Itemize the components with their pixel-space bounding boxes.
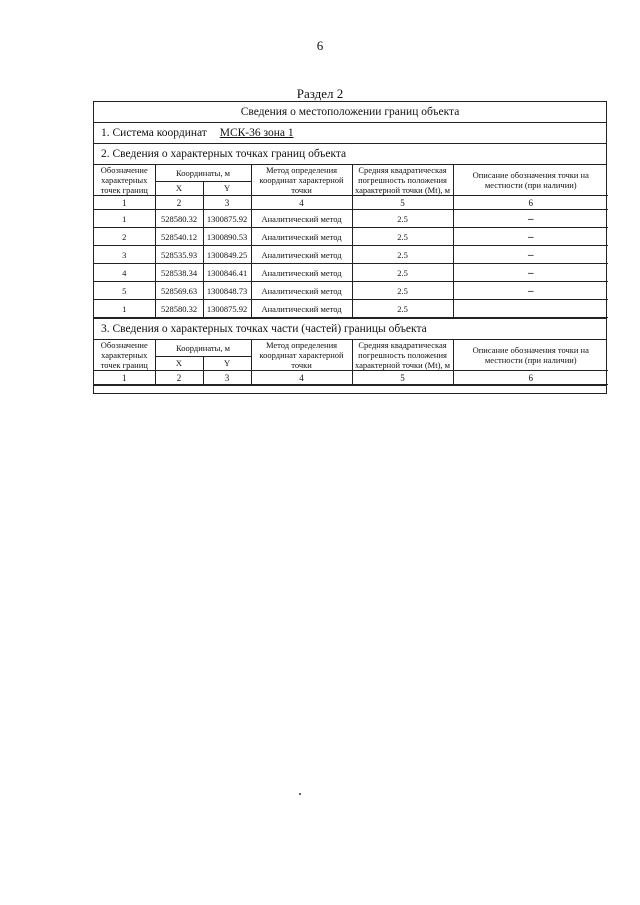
- point-y: 1300849.25: [203, 246, 251, 264]
- point-x: 528535.93: [155, 246, 203, 264]
- point-mt: 2.5: [352, 210, 453, 228]
- stray-mark: [299, 793, 301, 795]
- point-desc: [453, 300, 608, 318]
- point-y: 1300846.41: [203, 264, 251, 282]
- point-y: 1300875.92: [203, 300, 251, 318]
- boundary-info-frame: [93, 101, 607, 394]
- header-description: Описание обозначения точки на местности (при наличии): [453, 340, 608, 371]
- table-row: [94, 246, 608, 264]
- coord-system-value: МСК-36 зона 1: [219, 127, 294, 139]
- point-mt: 2.5: [352, 282, 453, 300]
- point-x: 528538.34: [155, 264, 203, 282]
- point-method: Аналитический метод: [251, 210, 352, 228]
- index-cell: 3: [203, 196, 251, 210]
- point-desc: –: [453, 210, 608, 228]
- point-desc: –: [453, 246, 608, 264]
- point-id: 1: [94, 210, 155, 228]
- point-x: 528569.63: [155, 282, 203, 300]
- point-y: 1300890.53: [203, 228, 251, 246]
- header-method: Метод определения координат характерной точки: [251, 165, 352, 196]
- header-designation: Обозначение характерных точек границ: [94, 340, 155, 371]
- index-cell: 2: [155, 371, 203, 385]
- header-description: Описание обозначения точки на местности (при наличии): [453, 165, 608, 196]
- point-x: 528540.12: [155, 228, 203, 246]
- point-mt: 2.5: [352, 246, 453, 264]
- point-method: Аналитический метод: [251, 282, 352, 300]
- part-points-heading: 3. Сведения о характерных точках части (частей) границы объекта: [94, 319, 606, 340]
- page-number: 6: [316, 38, 324, 53]
- point-y: 1300875.92: [203, 210, 251, 228]
- index-cell: 6: [453, 371, 608, 385]
- points-table: [94, 165, 608, 318]
- point-id: 2: [94, 228, 155, 246]
- header-coords: Координаты, м: [155, 165, 251, 181]
- point-method: Аналитический метод: [251, 264, 352, 282]
- points-heading: 2. Сведения о характерных точках границ объекта: [94, 144, 606, 165]
- index-cell: 1: [94, 371, 155, 385]
- point-method: Аналитический метод: [251, 300, 352, 318]
- index-row: [94, 196, 608, 210]
- index-cell: 5: [352, 371, 453, 385]
- index-cell: 4: [251, 196, 352, 210]
- index-cell: 1: [94, 196, 155, 210]
- point-x: 528580.32: [155, 300, 203, 318]
- coord-system-label: 1. Система координат: [101, 127, 207, 139]
- section-title: Раздел 2: [296, 86, 344, 101]
- table-row: [94, 210, 608, 228]
- point-desc: –: [453, 264, 608, 282]
- point-id: 3: [94, 246, 155, 264]
- header-x: X: [155, 356, 203, 370]
- point-mt: 2.5: [352, 228, 453, 246]
- header-method: Метод определения координат характерной точки: [251, 340, 352, 371]
- frame-title: Сведения о местоположении границ объекта: [94, 102, 606, 123]
- header-designation: Обозначение характерных точек границ: [94, 165, 155, 196]
- header-error: Средняя квадратическая погрешность положения характерной точки (Mt), м: [352, 340, 453, 371]
- table-row: [94, 228, 608, 246]
- index-cell: 4: [251, 371, 352, 385]
- point-id: 1: [94, 300, 155, 318]
- table-row: [94, 282, 608, 300]
- table-row: [94, 264, 608, 282]
- point-id: 4: [94, 264, 155, 282]
- point-id: 5: [94, 282, 155, 300]
- index-cell: 6: [453, 196, 608, 210]
- part-points-table: [94, 340, 608, 385]
- coord-system-row: [94, 123, 606, 144]
- index-cell: 2: [155, 196, 203, 210]
- table-row: [94, 300, 608, 318]
- index-cell: 3: [203, 371, 251, 385]
- index-cell: 5: [352, 196, 453, 210]
- empty-row: [94, 386, 606, 393]
- header-x: X: [155, 181, 203, 195]
- point-x: 528580.32: [155, 210, 203, 228]
- header-coords: Координаты, м: [155, 340, 251, 356]
- point-y: 1300848.73: [203, 282, 251, 300]
- point-method: Аналитический метод: [251, 246, 352, 264]
- point-mt: 2.5: [352, 264, 453, 282]
- index-row: [94, 371, 608, 385]
- point-method: Аналитический метод: [251, 228, 352, 246]
- header-y: Y: [203, 181, 251, 195]
- point-desc: –: [453, 282, 608, 300]
- header-error: Средняя квадратическая погрешность положения характерной точки (Mt), м: [352, 165, 453, 196]
- header-y: Y: [203, 356, 251, 370]
- point-desc: –: [453, 228, 608, 246]
- point-mt: 2.5: [352, 300, 453, 318]
